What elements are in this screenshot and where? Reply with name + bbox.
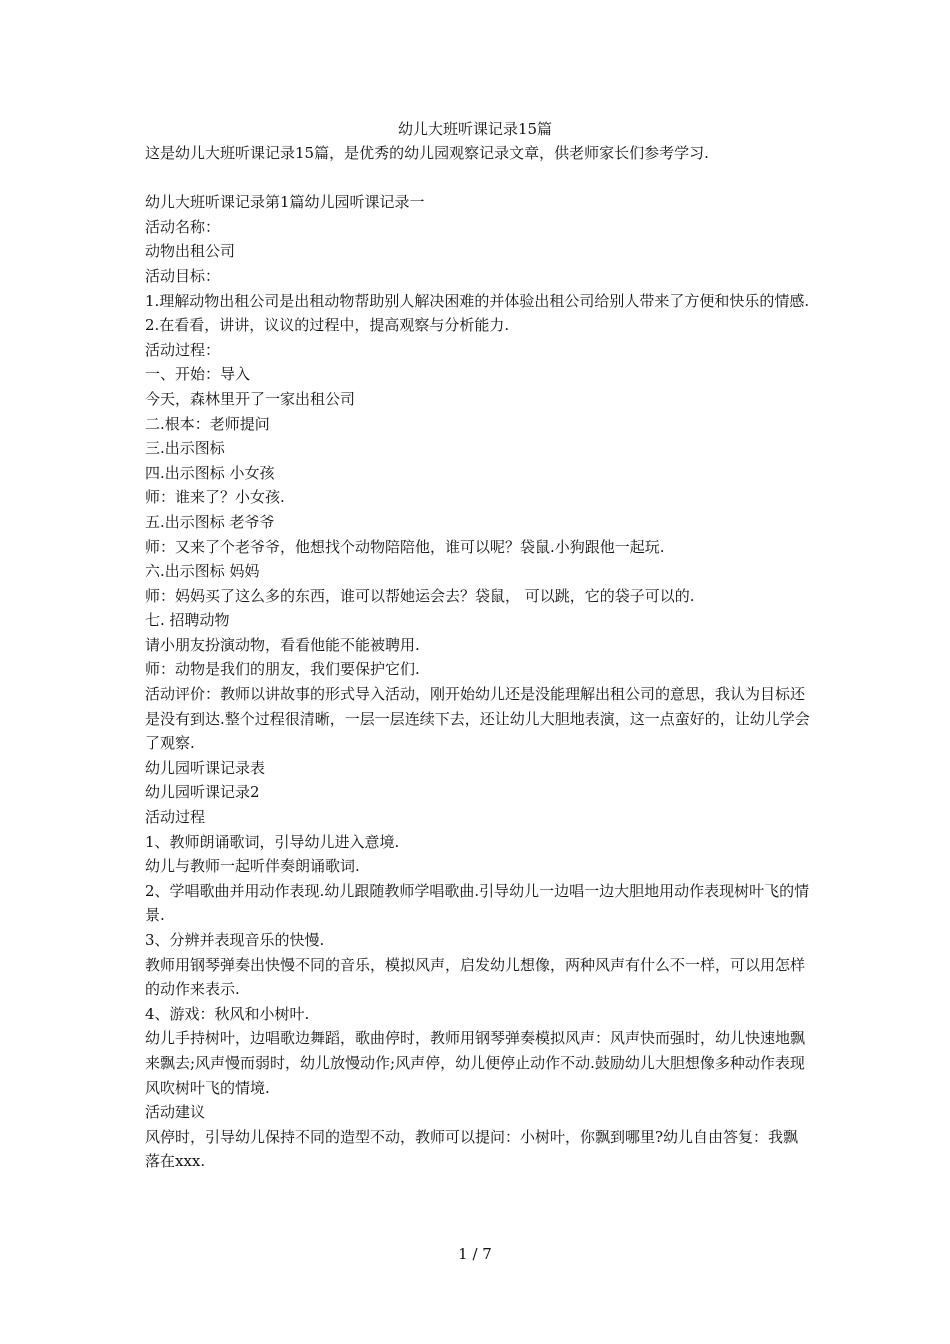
paragraph: 1.理解动物出租公司是出租动物帮助别人解决困难的并体验出租公司给别人带来了方便和快乐的情感. [145, 291, 810, 310]
paragraph: 2、学唱歌曲并用动作表现.幼儿跟随教师学唱歌曲.引导幼儿一边唱一边大胆地用动作表现树叶飞的情景. [145, 881, 810, 925]
document-body [145, 141, 811, 1174]
paragraph: 活动名称： [145, 217, 221, 236]
paragraph: 七. 招聘动物 [145, 611, 230, 630]
paragraph: 2.在看看，讲讲，议议的过程中，提高观察与分析能力. [145, 316, 510, 335]
paragraph: 今天，森林里开了一家出租公司 [145, 389, 356, 408]
paragraph: 师：又来了个老爷爷，他想找个动物陪陪他，谁可以呢？袋鼠.小狗跟他一起玩. [145, 537, 665, 556]
intro-paragraph: 这是幼儿大班听课记录15篇，是优秀的幼儿园观察记录文章，供老师家长们参考学习. [145, 144, 709, 162]
paragraph: 幼儿与教师一起听伴奏朗诵歌词. [145, 857, 360, 876]
paragraph: 活动过程： [145, 340, 221, 359]
paragraph: 活动评价：教师以讲故事的形式导入活动，刚开始幼儿还是没能理解出租公司的意思，我认为目标还是没有到达.整个过程很清晰，一层一层连续下去，还让幼儿大胆地表演，这一点蛮好的，让幼儿学会了观察. [145, 685, 810, 753]
paragraph: 1、教师朗诵歌词，引导幼儿进入意境. [145, 832, 400, 851]
paragraph: 教师用钢琴弹奏出快慢不同的音乐，模拟风声，启发幼儿想像，两种风声有什么不一样，可以用怎样的动作来表示. [145, 955, 806, 999]
paragraph: 师：谁来了？小女孩. [145, 488, 285, 507]
paragraph: 师：妈妈买了这么多的东西，谁可以帮她运会去？袋鼠， 可以跳，它的袋子可以的. [145, 586, 695, 605]
paragraph: 二.根本：老师提问 [145, 414, 270, 433]
paragraph: 动物出租公司 [145, 242, 236, 261]
paragraph: 活动建议 [145, 1103, 206, 1122]
paragraph: 五.出示图标 老爷爷 [145, 512, 275, 531]
page-number: 1 / 7 [458, 1245, 492, 1263]
paragraph: 风停时，引导幼儿保持不同的造型不动，教师可以提问：小树叶，你飘到哪里?幼儿自由答复：我飘落在xxx. [145, 1127, 799, 1171]
paragraph: 4、游戏：秋风和小树叶. [145, 1004, 310, 1023]
paragraph: 四.出示图标 小女孩 [145, 463, 275, 482]
paragraph: 幼儿大班听课记录第1篇幼儿园听课记录一 [145, 193, 425, 212]
paragraph: 活动过程 [145, 808, 206, 827]
paragraph: 幼儿园听课记录2 [145, 783, 260, 802]
paragraph: 3、分辨并表现音乐的快慢. [145, 931, 325, 949]
document-title: 幼儿大班听课记录15篇 [397, 120, 553, 138]
paragraph: 六.出示图标 妈妈 [145, 562, 260, 581]
paragraph: 三.出示图标 [145, 439, 225, 458]
blank-line [145, 166, 811, 191]
paragraph: 幼儿园听课记录表 [145, 758, 266, 777]
paragraph: 活动目标： [145, 266, 221, 285]
paragraph: 一、开始：导入 [145, 365, 251, 384]
paragraph: 幼儿手持树叶，边唱歌边舞蹈，歌曲停时，教师用钢琴弹奏模拟风声：风声快而强时，幼儿快速地飘来飘去;风声慢而弱时，幼儿放慢动作;风声停，幼儿便停止动作不动.鼓励幼儿大胆想像多种动作表现风吹树叶飞的情境. [145, 1029, 806, 1097]
paragraph: 师：动物是我们的朋友，我们要保护它们. [145, 660, 420, 679]
paragraph: 请小朋友扮演动物，看看他能不能被聘用. [145, 635, 420, 654]
